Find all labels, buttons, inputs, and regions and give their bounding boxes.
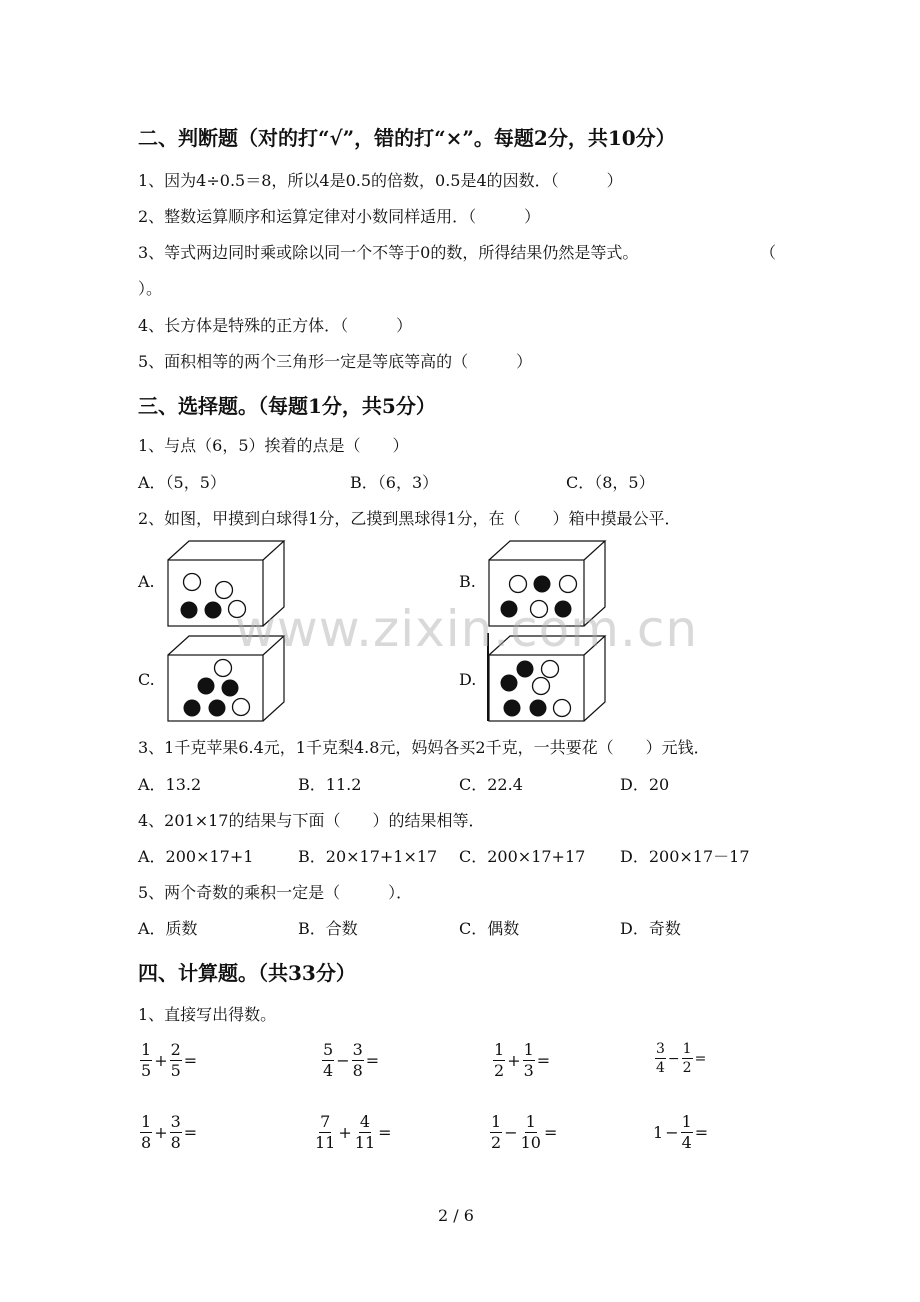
equals-sign: = [378,1123,392,1142]
equals-sign: = [536,1051,551,1070]
denominator: 2 [494,1061,505,1080]
equals-sign: = [365,1051,380,1070]
numerator: 3 [170,1112,181,1131]
denominator: 11 [354,1133,376,1152]
ball-black [222,680,239,697]
ball-black [504,700,521,717]
operator: + [507,1051,521,1070]
numerator: 1 [682,1041,692,1057]
equals-sign: = [694,1050,707,1067]
operator: − [667,1050,680,1067]
numerator: 1 [141,1040,152,1059]
choice-q1: 1、与点（6，5）挨着的点是（ ） [138,436,409,455]
calc-q1: 1、直接写出得数。 [138,1005,277,1024]
fraction-expression-7 [490,1114,559,1151]
denominator: 2 [491,1133,502,1152]
choice-q1-option-b: B．（6，3） [350,473,439,492]
choice-q4-option-b: B．20×17+1×17 [298,847,438,866]
denominator: 5 [141,1061,152,1080]
judge-item-4: 4、长方体是特殊的正方体．（ ） [138,316,413,335]
denominator: 3 [523,1061,534,1080]
page-number: 2 / 6 [438,1206,474,1225]
choice-q5-option-b: B．合数 [298,919,358,938]
choice-q4-option-a: A．200×17+1 [138,847,254,866]
judge-item-3-paren: （ [760,243,777,262]
ball-white [215,660,232,677]
box-label-d: D. [459,670,477,689]
fraction-expression-4 [655,1042,708,1075]
operator: + [154,1123,168,1142]
ball-white [216,582,233,599]
box-label-a: A. [138,572,155,591]
ball-black [184,700,201,717]
choice-q3-option-c: C．22.4 [459,775,523,794]
watermark: www.zixin.com.cn [235,600,699,658]
section-3-title: 三、选择题。（每题1分，共5分） [138,394,436,418]
fraction-expression-1 [140,1042,199,1079]
ball-black [534,576,551,593]
operator: + [338,1123,352,1142]
numerator: 2 [170,1040,181,1059]
choice-q2: 2、如图，甲摸到白球得1分，乙摸到黑球得1分，在（ ）箱中摸最公平． [138,509,681,528]
box-label-c: C. [138,670,155,689]
ball-white [542,661,559,678]
denominator: 4 [656,1060,665,1076]
denominator: 4 [681,1133,692,1152]
operator: + [154,1051,168,1070]
ball-black [209,700,226,717]
judge-item-2: 2、整数运算顺序和运算定律对小数同样适用．（ ） [138,207,541,226]
denominator: 5 [170,1061,181,1080]
operator: − [665,1123,679,1142]
equals-sign: = [694,1123,709,1142]
ball-white [184,574,201,591]
numerator: 1 [525,1112,536,1131]
ball-white [560,576,577,593]
numerator: 1 [523,1040,534,1059]
judge-item-1: 1、因为4÷0.5＝8，所以4是0.5的倍数，0.5是4的因数．（ ） [138,171,623,190]
denominator: 8 [141,1133,152,1152]
choice-q4: 4、201×17的结果与下面（ ）的结果相等． [138,811,485,830]
choice-q5-option-c: C．偶数 [459,919,520,938]
choice-q4-option-c: C．200×17+17 [459,847,586,866]
choice-q3-option-b: B．11.2 [298,775,362,794]
operator: − [336,1051,350,1070]
numerator: 1 [141,1112,152,1131]
ball-white [554,700,571,717]
choice-q3-option-a: A．13.2 [138,775,202,794]
choice-q3: 3、1千克苹果6.4元，1千克梨4.8元，妈妈各买2千克，一共要花（ ）元钱． [138,738,710,757]
fraction-expression-3 [493,1042,552,1079]
denominator: 11 [315,1133,336,1152]
choice-q5: 5、两个奇数的乘积一定是（ ）． [138,883,413,902]
ball-white [533,678,550,695]
numerator: 3 [656,1041,665,1057]
choice-q4-option-d: D．200×17－17 [620,847,750,866]
ball-white [233,699,250,716]
denominator: 4 [323,1061,334,1080]
section-2-title: 二、判断题（对的打“√”，错的打“×”。每题2分，共10分） [138,126,676,150]
box-label-b: B. [459,572,476,591]
denominator: 8 [170,1133,181,1152]
fraction-expression-2 [322,1042,381,1079]
ball-black [205,602,222,619]
ball-black [198,678,215,695]
ball-black [501,675,518,692]
operator: − [504,1123,518,1142]
ball-black [181,602,198,619]
fraction-expression-6 [314,1114,394,1151]
choice-q3-option-d: D．20 [620,775,670,794]
choice-q1-option-c: C．（8，5） [566,473,655,492]
fraction-expression-8 [653,1114,710,1151]
choice-q1-option-a: A．（5，5） [138,473,226,492]
section-4-title: 四、计算题。（共33分） [138,961,356,985]
equals-sign: = [183,1051,198,1070]
judge-item-3: 3、等式两边同时乘或除以同一个不等于0的数，所得结果仍然是等式。 [138,243,639,262]
numerator: 4 [359,1112,371,1131]
numerator: 1 [681,1112,692,1131]
ball-black [530,700,547,717]
choice-q5-option-d: D．奇数 [620,919,681,938]
judge-item-3-cont: ）。 [138,279,163,298]
numerator: 3 [352,1040,363,1059]
numerator: 5 [323,1040,334,1059]
denominator: 10 [520,1133,541,1152]
denominator: 2 [682,1060,692,1076]
judge-item-5: 5、面积相等的两个三角形一定是等底等高的（ ） [138,352,533,371]
numerator: 1 [491,1112,502,1131]
ball-white [510,576,527,593]
equals-sign: = [543,1123,558,1142]
numerator: 7 [320,1112,331,1131]
ball-black [517,661,534,678]
choice-q5-option-a: A．质数 [138,919,198,938]
denominator: 8 [352,1061,363,1080]
whole-number: 1 [653,1123,664,1142]
numerator: 1 [494,1040,505,1059]
equals-sign: = [183,1123,198,1142]
fraction-expression-5 [140,1114,199,1151]
